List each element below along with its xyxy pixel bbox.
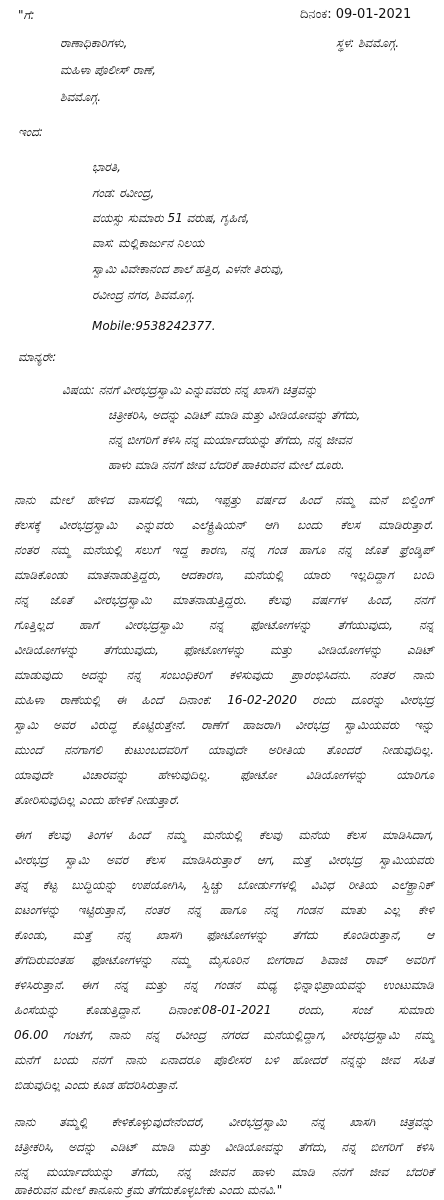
from-line: ರವೀಂದ್ರ ನಗರ, ಶಿವಮೊಗ್ಗ.	[92, 288, 196, 302]
paragraph-2-line: ಕೊಂಡು, ಮತ್ತೆ ನನ್ನ ಖಾಸಗಿ ಫೋಟೋಗಳನ್ನು ತೆಗೆದು ಕೊಂಡಿರುತ್ತಾನೆ, ಆ	[14, 928, 434, 942]
paragraph-2-line: 06.00 ಗಂಟೆಗೆ, ನಾನು ನನ್ನ ರವೀಂದ್ರ ನಗರದ ಮನೆಯಲ್ಲಿದ್ದಾಗ, ವೀರಭದ್ರಸ್ವಾಮಿ ನಮ್ಮ	[14, 1028, 434, 1042]
paragraph-3-line: ಚಿತ್ರೀಕರಿಸಿ, ಅದನ್ನು ಎಡಿಟ್ ಮಾಡಿ ಮತ್ತು ವೀಡಿಯೋವನ್ನು ತೆಗೆದು, ನನ್ನ ಬೀಗರಿಗೆ ಕಳಿಸಿ	[14, 1140, 434, 1154]
letter-date: ದಿನಂಕ: 09-01-2021	[300, 7, 412, 22]
letter-place: ಸ್ಥಳ: ಶಿವಮೊಗ್ಗ.	[336, 36, 400, 50]
subject-line: ನನ್ನ ಬೀಗರಿಗೆ ಕಳಿಸಿ ನನ್ನ ಮರ್ಯಾದೆಯನ್ನು ತೆಗೆದು, ನನ್ನ ಜೀವನ	[108, 433, 352, 447]
to-line: ಶಿವಮೊಗ್ಗ.	[60, 90, 102, 104]
paragraph-1-line: ತೋರಿಸುವುದಿಲ್ಲ ಎಂದು ಹೇಳಿಕೆ ನೀಡುತ್ತಾರೆ.	[14, 793, 180, 807]
from-label: ಇಂದ:	[18, 125, 43, 139]
paragraph-2-line: ಹಿಂಸೆಯನ್ನು ಕೊಡುತ್ತಿದ್ದಾನೆ. ದಿನಾಂಕ:08-01-2021 ರಂದು, ಸಂಜೆ ಸುಮಾರು	[14, 1003, 434, 1017]
paragraph-2-line: ಕಳಿಸಿರುತ್ತಾನೆ. ಈಗ ನನ್ನ ಮತ್ತು ನನ್ನ ಗಂಡನ ಮಧ್ಯ ಭಿನ್ನಾಭಿಪ್ರಾಯವನ್ನು ಉಂಟುಮಾಡಿ	[14, 978, 434, 992]
paragraph-1-line: ವೀಡಿಯೋಗಳನ್ನು ತೆಗೆಯುವುದು, ಫೋಟೋಗಳನ್ನು ಮತ್ತು ವೀಡಿಯೋಗಳನ್ನು ಎಡಿಟ್	[14, 643, 434, 657]
to-line: ರಾಣಾಧಿಕಾರಿಗಳು,	[60, 36, 128, 50]
salutation: "ಗೆ:	[18, 8, 35, 22]
from-line: ಭಾರತಿ,	[92, 160, 121, 174]
from-line: ಸ್ವಾಮಿ ವಿವೇಕಾನಂದ ಶಾಲೆ ಹತ್ತಿರ, ಎಳನೇ ತಿರುವು,	[92, 262, 284, 276]
paragraph-2-line: ವೀರಭದ್ರ ಸ್ವಾಮಿ ಅವರ ಕೆಲಸ ಮಾಡಿಸಿರುತ್ತಾರೆ ಆಗ, ಮತ್ತೆ ವೀರಭದ್ರ ಸ್ವಾಮಿಯವರು	[14, 853, 434, 867]
paragraph-2-line: ಈಗ ಕೆಲವು ತಿಂಗಳ ಹಿಂದೆ ನಮ್ಮ ಮನೆಯಲ್ಲಿ ಕೆಲವು ಮನೆಯ ಕೆಲಸ ಮಾಡಿಸಿದಾಗ,	[14, 828, 434, 842]
paragraph-2-line: ಐಟಂಗಳನ್ನು ಇಟ್ಟಿರುತ್ತಾನೆ, ನಂತರ ನನ್ನ ಹಾಗೂ ನನ್ನ ಗಂಡನ ಮಾತು ಎಲ್ಲ ಕೇಳಿ	[14, 903, 434, 917]
subject-line: ವಿಷಯ: ನನಗೆ ವೀರಭದ್ರಸ್ವಾಮಿ ಎನ್ನುವವರು ನನ್ನ ಖಾಸಗಿ ಚಿತ್ರವನ್ನು	[62, 383, 318, 397]
paragraph-3-line: ನಾನು ತಮ್ಮಲ್ಲಿ ಕೇಳಿಕೊಳ್ಳುವುದೇನೆಂದರೆ, ವೀರಭದ್ರಸ್ವಾಮಿ ನನ್ನ ಖಾಸಗಿ ಚಿತ್ರವನ್ನು	[14, 1115, 434, 1129]
paragraph-2-line: ಮನೆಗೆ ಬಂದು ನನಗೆ ನಾನು ಏನಾದರೂ ಪೊಲೀಸರ ಬಳಿ ಹೋದರೆ ನನ್ನನ್ನು ಜೀವ ಸಹಿತ	[14, 1053, 434, 1067]
paragraph-2-line: ತನ್ನ ಕೆಟ್ಟ ಬುದ್ಧಿಯನ್ನು ಉಪಯೋಗಿಸಿ, ಸ್ವಿಚ್ಚು ಬೋರ್ಡುಗಳಲ್ಲಿ ವಿವಿಧ ರೀತಿಯ ಎಲೆಕ್ಟ್ರಾನಿಕ್	[14, 878, 434, 892]
paragraph-2-line: ಬಿಡುವುದಿಲ್ಲ ಎಂದು ಕೂಡ ಹೆದರಿಸಿರುತ್ತಾನೆ.	[14, 1078, 179, 1092]
from-line: ಗಂಡ: ರವೀಂದ್ರ,	[92, 186, 155, 200]
subject-line: ಚಿತ್ರೀಕರಿಸಿ, ಅದನ್ನು ಎಡಿಟ್ ಮಾಡಿ ಮತ್ತು ವೀಡಿಯೋವನ್ನು ತೆಗೆದು,	[108, 408, 361, 422]
paragraph-2-line: ತೆಗೆದಿರುವಂತಹ ಫೋಟೋಗಳನ್ನು ನಮ್ಮ ಮೈಸೂರಿನ ಬೀಗರಾದ ಶಿವಾಜಿ ರಾವ್ ಅವರಿಗೆ	[14, 953, 434, 967]
paragraph-1-line: ನಾನು ಮೇಲೆ ಹೇಳಿದ ವಾಸದಲ್ಲಿ ಇದು, ಇಪ್ಪತ್ತು ವರ್ಷದ ಹಿಂದೆ ನಮ್ಮ ಮನೆ ಬಿಲ್ಡಿಂಗ್	[14, 493, 434, 507]
from-line: ವಾಸ: ಮಲ್ಲಿಕಾರ್ಜುನ ನಿಲಯ	[92, 236, 205, 250]
mobile-number: Mobile:9538242377.	[92, 319, 216, 333]
paragraph-1-line: ಯಾವುದೇ ವಿಚಾರವನ್ನು ಹೇಳುವುದಿಲ್ಲ. ಫೋಟೋ ವಿಡಿಯೋಗಳನ್ನು ಯಾರಿಗೂ	[14, 768, 434, 782]
subject-line: ಹಾಳು ಮಾಡಿ ನನಗೆ ಜೀವ ಬೆದರಿಕೆ ಹಾಕಿರುವನ ಮೇಲೆ ದೂರು.	[108, 458, 345, 472]
paragraph-1-line: ಗೊತ್ತಿಲ್ಲದ ಹಾಗೆ ವೀರಭದ್ರಸ್ವಾಮಿ ನನ್ನ ಫೋಟೋಗಳನ್ನು ತೆಗೆಯುವುದು, ನನ್ನ	[14, 618, 434, 632]
paragraph-1-line: ಮಾಡುವುದು ಅದನ್ನು ನನ್ನ ಸಂಬಂಧಿಕರಿಗೆ ಕಳಿಸುವುದು ಪ್ರಾರಂಭಿಸಿದನು. ನಂತರ ನಾನು	[14, 668, 434, 682]
paragraph-1-line: ನನ್ನ ಜೊತೆ ವೀರಭದ್ರಸ್ವಾಮಿ ಮಾತನಾಡುತ್ತಿದ್ದರು. ಕೆಲವು ವರ್ಷಗಳ ಹಿಂದೆ, ನನಗೆ	[14, 593, 434, 607]
salutation-2: ಮಾನ್ಯರೇ:	[18, 350, 57, 364]
paragraph-1-line: ಮುಂದೆ ನನಗಾಗಲಿ ಕುಟುಂಬದವರಿಗೆ ಯಾವುದೇ ಅರೀತಿಯ ತೊಂದರೆ ನೀಡುವುದಿಲ್ಲ.	[14, 743, 434, 757]
to-line: ಮಹಿಳಾ ಪೊಲೀಸ್ ರಾಣೆ,	[60, 63, 156, 77]
paragraph-1-line: ನಂತರ ನಮ್ಮ ಮನೆಯಲ್ಲಿ ಸಲುಗೆ ಇದ್ದ ಕಾರಣ, ನನ್ನ ಗಂಡ ಹಾಗೂ ನನ್ನ ಜೊತೆ ಫ್ರೆಂಡ್ಶಿಪ್	[14, 543, 434, 557]
from-line: ವಯಸ್ಸು ಸುಮಾರು 51 ವರುಷ, ಗೃಹಿಣಿ,	[92, 211, 250, 225]
paragraph-3-line: ನನ್ನ ಮರ್ಯಾದೆಯನ್ನು ತೆಗೆದು, ನನ್ನ ಜೀವನ ಹಾಳು ಮಾಡಿ ನನಗೆ ಜೀವ ಬೆದರಿಕೆ	[14, 1165, 434, 1179]
paragraph-3-line: ಹಾಕಿರುವನ ಮೇಲೆ ಕಾನೂನು ಕ್ರಮ ತೆಗೆದುಕೊಳ್ಳಬೇಕು ಎಂದು ಮನವಿ."	[14, 1183, 283, 1197]
paragraph-1-line: ಸ್ವಾಮಿ ಅವರ ವಿರುದ್ಧ ಕೊಟ್ಟಿರುತ್ತೇನೆ. ರಾಣೆಗೆ ಹಾಜರಾಗಿ ವೀರಭದ್ರ ಸ್ವಾಮಿಯವರು ಇನ್ನು	[14, 718, 434, 732]
paragraph-1-line: ಕೆಲಸಕ್ಕೆ ವೀರಭದ್ರಸ್ವಾಮಿ ಎನ್ನುವರು ಎಲೆಕ್ಟ್ರಿಷಿಯನ್ ಆಗಿ ಬಂದು ಕೆಲಸ ಮಾಡಿರುತ್ತಾರೆ.	[14, 518, 434, 532]
paragraph-1-line: ಮಾಡಿಕೊಂಡು ಮಾತನಾಡುತ್ತಿದ್ದರು, ಆದಕಾರಣ, ಮನೆಯಲ್ಲಿ ಯಾರು ಇಲ್ಲದಿದ್ದಾಗ ಬಂದಿ	[14, 568, 434, 582]
paragraph-1-line: ಮಹಿಳಾ ರಾಣೆಯಲ್ಲಿ ಈ ಹಿಂದೆ ದಿನಾಂಕ: 16-02-2020 ರಂದು ದೂರನ್ನು ವೀರಭದ್ರ	[14, 693, 434, 707]
